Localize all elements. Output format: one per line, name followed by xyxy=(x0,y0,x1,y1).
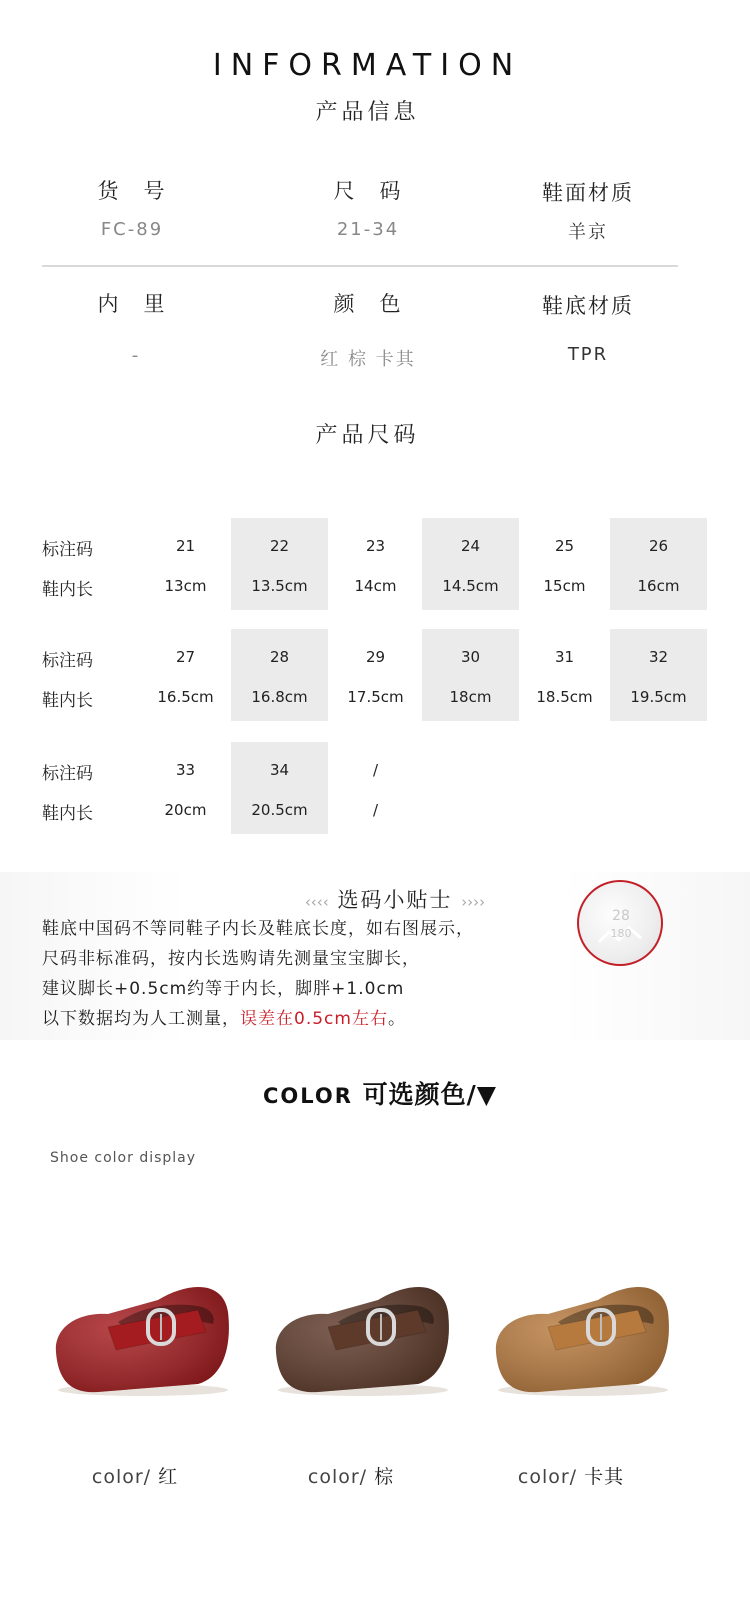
size-value: 28 xyxy=(269,648,290,666)
shoe-caption: Shoe color display xyxy=(50,1150,197,1166)
size-row-label: 标注码 xyxy=(42,764,93,784)
size-cell xyxy=(327,629,424,721)
length-value: 16cm xyxy=(637,577,680,595)
length-value: 20cm xyxy=(164,801,207,819)
size-cell xyxy=(516,629,613,721)
size-cell xyxy=(137,742,234,834)
tip-error-note: 误差在0.5cm左右 xyxy=(240,1009,388,1029)
color-name: 棕 xyxy=(374,1466,395,1488)
color-heading xyxy=(0,1075,750,1111)
sole-material-label: 鞋底材质 xyxy=(542,294,634,318)
color-prefix: color/ xyxy=(307,1466,368,1488)
size-value: 25 xyxy=(554,537,575,555)
length-value: 16.5cm xyxy=(157,688,214,706)
size-range-value: 21-34 xyxy=(336,219,400,240)
length-row-label: 鞋内长 xyxy=(42,691,93,711)
color-prefix: color/ xyxy=(91,1466,152,1488)
size-cell xyxy=(327,742,424,834)
size-value: 29 xyxy=(365,648,386,666)
sole-size-stamp-image xyxy=(577,880,663,966)
size-value: 26 xyxy=(648,537,669,555)
tip-line-3: 建议脚长+0.5cm约等于内长，脚胖+1.0cm xyxy=(42,979,405,999)
page-subtitle: 产品信息 xyxy=(315,100,420,125)
size-cell xyxy=(137,518,234,610)
size-cell xyxy=(422,518,519,610)
size-cell xyxy=(327,518,424,610)
upper-material-value: 羊京 xyxy=(568,222,608,243)
size-value: 23 xyxy=(365,537,386,555)
tips-title xyxy=(270,884,520,914)
length-value: 16.8cm xyxy=(251,688,308,706)
size-value: / xyxy=(372,761,379,779)
page-title: INFORMATION xyxy=(212,48,523,83)
length-value: 13.5cm xyxy=(251,577,308,595)
color-value: 红 棕 卡其 xyxy=(320,349,416,370)
color-name: 红 xyxy=(158,1466,179,1488)
size-cell xyxy=(422,629,519,721)
color-option-label xyxy=(276,1462,426,1489)
size-row-label: 标注码 xyxy=(42,651,93,671)
size-value: 31 xyxy=(554,648,575,666)
length-row-label: 鞋内长 xyxy=(42,804,93,824)
size-range-label: 尺 码 xyxy=(333,179,403,203)
color-label: 颜 色 xyxy=(333,292,403,316)
size-cell xyxy=(231,629,328,721)
item-no-label: 货 号 xyxy=(97,179,167,203)
lining-value: - xyxy=(131,345,141,366)
tip-line-1: 鞋底中国码不等同鞋子内长及鞋底长度，如右图展示， xyxy=(42,919,474,939)
sole-length-number: 180 xyxy=(610,927,632,940)
shoe-image xyxy=(268,1272,453,1402)
length-value: 15cm xyxy=(543,577,586,595)
tips-deco-left: ‹‹‹‹ xyxy=(304,893,329,911)
tips-deco-right: ›››› xyxy=(461,893,486,911)
size-value: 21 xyxy=(175,537,196,555)
size-value: 24 xyxy=(460,537,481,555)
length-value: 19.5cm xyxy=(630,688,687,706)
size-cell xyxy=(231,518,328,610)
size-chart-title: 产品尺码 xyxy=(315,423,420,448)
shoe-image xyxy=(488,1272,673,1402)
length-value: 20.5cm xyxy=(251,801,308,819)
sole-material-value: TPR xyxy=(567,344,609,365)
color-option-label xyxy=(496,1462,646,1489)
down-triangle-icon: ▼ xyxy=(476,1080,497,1109)
tip-line-4-suffix: 。 xyxy=(387,1009,406,1029)
tip-line-4-prefix: 以下数据均为人工测量， xyxy=(42,1009,240,1029)
item-no-value: FC-89 xyxy=(100,219,164,240)
size-value: 22 xyxy=(269,537,290,555)
size-cell xyxy=(610,518,707,610)
color-option-label xyxy=(60,1462,210,1489)
size-cell xyxy=(231,742,328,834)
color-heading-zh: 可选颜色/ xyxy=(362,1080,477,1109)
size-value: 27 xyxy=(175,648,196,666)
size-value: 32 xyxy=(648,648,669,666)
size-value: 30 xyxy=(460,648,481,666)
upper-material-label: 鞋面材质 xyxy=(542,181,634,205)
length-value: 13cm xyxy=(164,577,207,595)
tips-title-text: 选码小贴士 xyxy=(337,888,453,912)
length-value: 18.5cm xyxy=(536,688,593,706)
sole-size-number: 28 xyxy=(612,908,630,924)
tip-line-2: 尺码非标准码，按内长选购请先测量宝宝脚长， xyxy=(42,949,420,969)
tip-line-4 xyxy=(42,1004,406,1029)
color-heading-latin: COLOR xyxy=(262,1084,353,1108)
color-name: 卡其 xyxy=(584,1466,625,1488)
length-value: / xyxy=(372,801,379,819)
shoe-image xyxy=(48,1272,233,1402)
info-divider xyxy=(42,265,678,267)
size-cell xyxy=(610,629,707,721)
size-value: 33 xyxy=(175,761,196,779)
size-row-label: 标注码 xyxy=(42,540,93,560)
size-cell xyxy=(516,518,613,610)
color-prefix: color/ xyxy=(517,1466,578,1488)
size-value: 34 xyxy=(269,761,290,779)
length-value: 14.5cm xyxy=(442,577,499,595)
length-value: 18cm xyxy=(449,688,492,706)
length-row-label: 鞋内长 xyxy=(42,580,93,600)
lining-label: 内 里 xyxy=(97,292,167,316)
length-value: 17.5cm xyxy=(347,688,404,706)
size-cell xyxy=(137,629,234,721)
length-value: 14cm xyxy=(354,577,397,595)
